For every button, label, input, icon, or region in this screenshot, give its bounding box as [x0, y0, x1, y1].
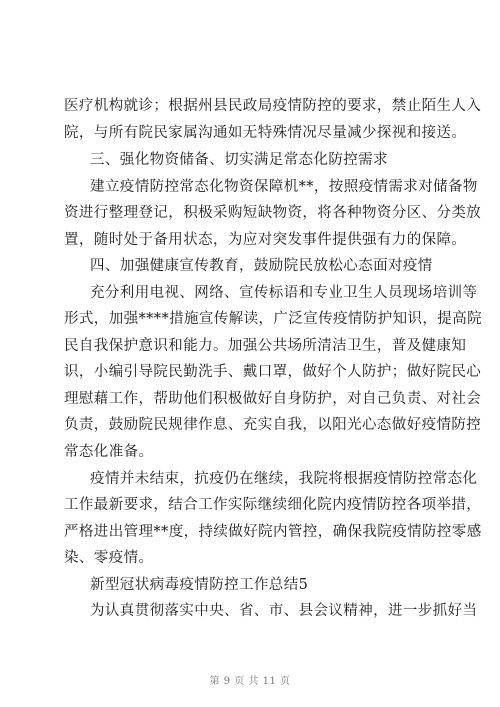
body-line: 工作最新要求，结合工作实际继续细化院内疫情防控各项举措， [64, 497, 482, 513]
body-line: 形式，加强****措施宣传解读，广泛宣传疫情防护知识，提高院 [64, 311, 482, 327]
body-line: 理慰藉工作，帮助他们积极做好自身防护，对自己负责、对社会 [64, 391, 482, 407]
body-line: 疫情并未结束，抗疫仍在继续，我院将根据疫情防控常态化 [90, 471, 478, 487]
body-line: 为认真贯彻落实中央、省、市、县会议精神，进一步抓好当 [90, 603, 478, 619]
body-line: 染、零疫情。 [64, 550, 154, 566]
body-line: 建立疫情防控常态化物资保障机**，按照疫情需求对储备物 [90, 179, 478, 195]
page-number: 第 9 页 共 11 页 [209, 676, 291, 687]
body-line: 负责，鼓励院民规律作息、充实自我，以阳光心态做好疫情防控 [64, 417, 482, 433]
body-line: 充分利用电视、网络、宣传标语和专业卫生人员现场培训等 [90, 285, 478, 301]
section-heading: 四、加强健康宣传教育，鼓励院民放松心态面对疫情 [90, 258, 433, 274]
body-line: 资进行整理登记，积极采购短缺物资，将各种物资分区、分类放 [64, 205, 482, 221]
section-heading: 三、强化物资储备、切实满足常态化防控需求 [90, 152, 388, 168]
body-line: 常态化准备。 [64, 444, 154, 460]
body-line: 院，与所有院民家属沟通如无特殊情况尽量减少探视和接送。 [64, 125, 467, 141]
body-line: 民自我保护意识和能力。加强公共场所清洁卫生，普及健康知 [64, 338, 467, 354]
body-line: 严格进出管理**度，持续做好院内管控，确保我院疫情防控零感 [64, 524, 482, 540]
article-title: 新型冠状病毒疫情防控工作总结5 [90, 577, 309, 593]
body-line: 识，小编引导院民勤洗手、戴口罩，做好个人防护；做好院民心 [64, 364, 482, 380]
body-line: 置，随时处于备用状态，为应对突发事件提供强有力的保障。 [64, 232, 467, 248]
body-line: 医疗机构就诊；根据州县民政局疫情防控的要求，禁止陌生人入 [64, 98, 482, 114]
